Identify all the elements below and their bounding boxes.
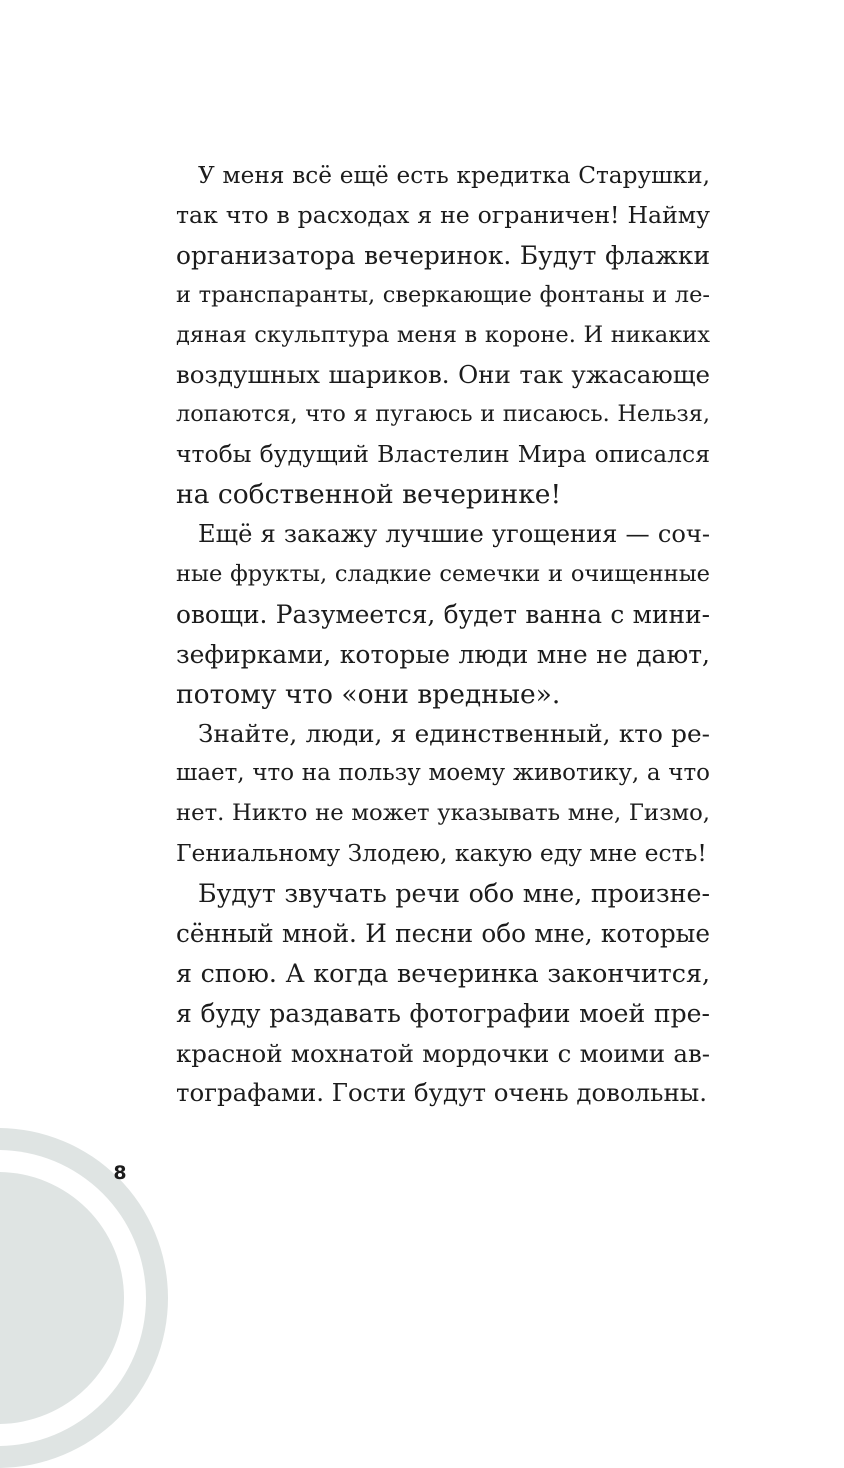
page-body-text <box>176 156 710 1113</box>
text-line: организатора вечеринок. Будут флажки <box>176 240 710 270</box>
paragraph-4 <box>176 874 710 1113</box>
text-line: нет. Никто не может указывать мне, Гизмо, <box>176 800 710 827</box>
text-line: и транспаранты, сверкающие фонтаны и ле- <box>176 281 710 308</box>
text-line: воздушных шариков. Они так ужасающе <box>176 360 710 390</box>
text-line: на собственной вечеринке! <box>176 479 562 511</box>
text-line: Будут звучать речи обо мне, произне- <box>198 879 710 909</box>
text-line: потому что «они вредные». <box>176 678 561 710</box>
paragraph-2 <box>176 515 710 714</box>
text-line: Знайте, люди, я единственный, кто ре- <box>198 719 710 749</box>
text-line: я спою. А когда вечеринка закончится, <box>176 957 710 988</box>
paragraph-3 <box>176 714 710 874</box>
text-line: так что в расходах я не ограничен! Найму <box>176 200 710 229</box>
paragraph-1 <box>176 156 710 515</box>
text-line: я буду раздавать фотографии моей пре- <box>176 998 710 1028</box>
page-number: 8 <box>113 1162 127 1184</box>
text-line: сённый мной. И песни обо мне, которые <box>176 918 710 948</box>
text-line: шает, что на пользу моему животику, а что <box>176 760 710 787</box>
text-line: зефирками, которые люди мне не дают, <box>176 639 710 669</box>
text-line: Гениальному Злодею, какую еду мне есть! <box>176 839 707 868</box>
text-line: красной мохнатой мордочки с моими ав- <box>176 1038 710 1068</box>
text-line: дяная скульптура меня в короне. И никаких <box>176 321 710 348</box>
text-line: Ещё я закажу лучшие угощения — соч- <box>198 520 710 549</box>
text-line: тографами. Гости будут очень довольны. <box>176 1078 707 1108</box>
text-line: У меня всё ещё есть кредитка Старушки, <box>198 162 710 189</box>
text-line: лопаются, что я пугаюсь и писаюсь. Нельзя, <box>176 401 710 428</box>
text-line: овощи. Разумеется, будет ванна с мини- <box>176 599 710 629</box>
text-line: ные фрукты, сладкие семечки и очищенные <box>176 560 710 587</box>
text-line: чтобы будущий Властелин Мира описался <box>176 440 710 469</box>
